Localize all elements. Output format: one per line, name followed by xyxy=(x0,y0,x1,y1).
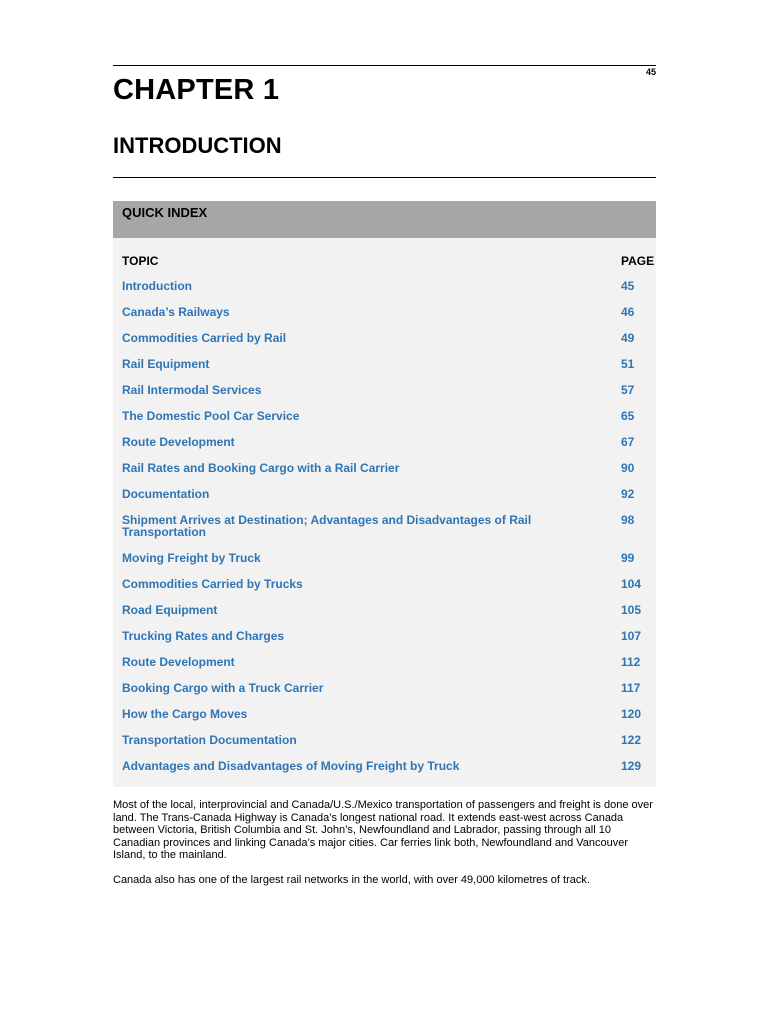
quick-index-title: QUICK INDEX xyxy=(122,205,208,220)
index-topic-link[interactable]: Road Equipment xyxy=(122,603,218,617)
page-column-header: PAGE xyxy=(621,254,655,268)
index-page-link[interactable]: 46 xyxy=(621,305,635,319)
index-page-link[interactable]: 105 xyxy=(621,603,642,617)
quick-index-header xyxy=(113,201,656,238)
body-paragraph: Most of the local, interprovincial and Canada/U.S./Mexico transportation of passengers and freight is done over land. The Trans-Canada Highway is Canada’s longest national road. It extends east-west across Canada between Victoria, British Columbia and St. John’s, Newfoundland and Labrador, passing through all 10 Canadian provinces and linking Canada’s major cities. Car ferries link both, Newfoundland and Vancouver Island, to the mainland. xyxy=(113,799,653,861)
index-topic-link[interactable]: Commodities Carried by Trucks xyxy=(122,577,303,591)
index-page-link[interactable]: 117 xyxy=(621,681,641,695)
index-page-link[interactable]: 98 xyxy=(621,513,635,527)
index-topic-link[interactable]: Rail Intermodal Services xyxy=(122,383,262,397)
index-page-link[interactable]: 99 xyxy=(621,551,635,565)
chapter-title: CHAPTER 1 xyxy=(113,74,280,106)
index-page-link[interactable]: 92 xyxy=(621,487,635,501)
index-page-link[interactable]: 49 xyxy=(621,331,635,345)
index-topic-link[interactable]: Rail Equipment xyxy=(122,357,210,371)
index-page-link[interactable]: 67 xyxy=(621,435,635,449)
index-page-link[interactable]: 90 xyxy=(621,461,635,475)
index-topic-link[interactable]: Introduction xyxy=(122,279,192,293)
index-page-link[interactable]: 65 xyxy=(621,409,635,423)
index-topic-link[interactable]: Canada’s Railways xyxy=(122,305,230,319)
index-page-link[interactable]: 104 xyxy=(621,577,642,591)
index-topic-link[interactable]: Rail Rates and Booking Cargo with a Rail Carrier xyxy=(122,461,400,475)
section-title: INTRODUCTION xyxy=(113,133,282,158)
index-page-link[interactable]: 51 xyxy=(621,357,635,371)
section-rule xyxy=(113,177,656,178)
index-topic-link[interactable]: The Domestic Pool Car Service xyxy=(122,409,300,423)
index-topic-link[interactable]: Route Development xyxy=(122,435,235,449)
index-topic-link[interactable]: How the Cargo Moves xyxy=(122,707,248,721)
index-page-link[interactable]: 57 xyxy=(621,383,635,397)
index-topic-link[interactable]: Shipment Arrives at Destination; Advantages and Disadvantages of Rail Transportation xyxy=(122,513,532,539)
index-page-link[interactable]: 107 xyxy=(621,629,642,643)
quick-index-box xyxy=(113,201,656,787)
index-page-link[interactable]: 112 xyxy=(621,655,641,669)
top-rule xyxy=(113,65,656,66)
index-page-link[interactable]: 120 xyxy=(621,707,642,721)
index-topic-link[interactable]: Route Development xyxy=(122,655,235,669)
index-page-link[interactable]: 45 xyxy=(621,279,635,293)
index-topic-link[interactable]: Transportation Documentation xyxy=(122,733,297,747)
index-topic-link[interactable]: Advantages and Disadvantages of Moving Freight by Truck xyxy=(122,759,460,773)
index-page-link[interactable]: 122 xyxy=(621,733,642,747)
page-number: 45 xyxy=(645,67,656,77)
index-topic-link[interactable]: Booking Cargo with a Truck Carrier xyxy=(122,681,324,695)
index-topic-link[interactable]: Moving Freight by Truck xyxy=(122,551,261,565)
index-topic-link[interactable]: Commodities Carried by Rail xyxy=(122,331,287,345)
index-topic-link[interactable]: Documentation xyxy=(122,487,210,501)
body-paragraph: Canada also has one of the largest rail networks in the world, with over 49,000 kilometres of track. xyxy=(113,874,590,886)
index-page-link[interactable]: 129 xyxy=(621,759,642,773)
topic-column-header: TOPIC xyxy=(122,254,159,268)
index-topic-link[interactable]: Trucking Rates and Charges xyxy=(122,629,285,643)
